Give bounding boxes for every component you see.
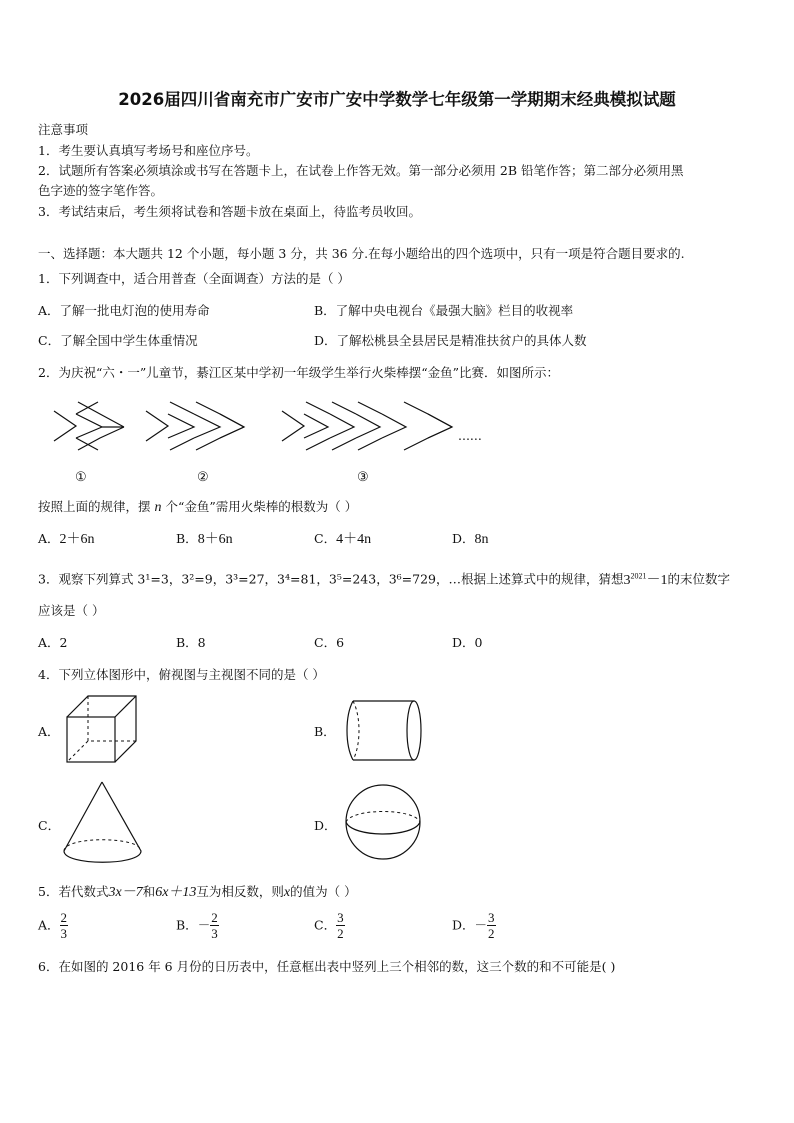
q4-option-b: B． <box>314 724 336 739</box>
fraction-numerator: 3 <box>488 910 495 925</box>
q1-stem: 1．下列调查中，适合用普查（全面调查）方法的是（ ） <box>38 271 350 286</box>
figure-label-3: ③ <box>357 470 369 485</box>
q3-expr-tail: －1 <box>646 572 668 588</box>
q3-option-c: C．6 <box>314 635 345 650</box>
fish-ellipsis: ...... <box>458 428 482 443</box>
q5-stem-b: 和 <box>142 884 156 899</box>
q2-question-a: 按照上面的规律，摆 <box>38 499 151 514</box>
fraction-denominator: 2 <box>337 926 344 941</box>
q5-stem-d: 的值为（ ） <box>290 884 357 899</box>
q5-stem-c: 互为相反数，则 <box>196 884 284 899</box>
q1-option-b: B．了解中央电视台《最强大脑》栏目的收视率 <box>314 303 574 318</box>
q2-stem: 2．为庆祝“六・一”儿童节，綦江区某中学初一年级学生举行火柴棒摆“金鱼”比赛．如图所示： <box>38 365 560 380</box>
q1-option-d: D．了解松桃县全县居民是精准扶贫户的具体人数 <box>314 333 587 348</box>
page-title: 2026届四川省南充市广安市广安中学数学七年级第一学期期末经典模拟试题 <box>118 90 676 109</box>
q5-variable: x <box>283 885 291 900</box>
sphere-figure <box>346 785 420 859</box>
q4-option-d: D． <box>314 818 337 833</box>
q3-stem-b: 的末位数字 <box>667 571 731 587</box>
fraction-numerator: 2 <box>211 910 218 925</box>
q5-option-b-label: B． <box>176 917 198 933</box>
section-heading: 一、选择题：本大题共 12 个小题，每小题 3 分，共 36 分.在每小题给出的四个选项中，只有一项是符合题目要求的. <box>38 246 685 261</box>
notice-item-2: 2．试题所有答案必须填涂或书写在答题卡上，在试卷上作答无效。第一部分必须用 2B 铅笔作答；第二部分必须用黑 <box>38 163 684 178</box>
notice-item-3: 3．考试结束后，考生须将试卷和答题卡放在桌面上，待监考员收回。 <box>38 204 421 219</box>
q3-option-d: D．0 <box>452 635 483 650</box>
q5-option-d <box>452 910 496 941</box>
q2-option-a-label: A． <box>38 531 60 546</box>
q5-expr-2: 6x＋13 <box>155 885 197 900</box>
q2-option-d-expr: 8n <box>474 532 489 547</box>
q5-option-c-label: C． <box>314 917 337 933</box>
q5-option-b-sign: － <box>197 918 211 933</box>
q2-option-a-expr: 2＋6n <box>59 532 95 547</box>
q2-question-b: 个“金鱼”需用火柴棒的根数为（ ） <box>165 499 358 514</box>
q3-stem-a: 3．观察下列算式 3¹=3，3²=9，3³=27，3⁴=81，3⁵=243，3⁶=729，…根据上述算式中的规律，猜想 <box>38 571 624 587</box>
q2-option-b-label: B． <box>176 531 198 546</box>
q5-stem <box>38 884 357 901</box>
q5-option-a <box>38 910 68 941</box>
q6-stem: 6．在如图的 2016 年 6 月份的日历表中，任意框出表中竖列上三个相邻的数，这三个数的和不可能是( ) <box>38 959 616 974</box>
q2-option-d-label: D． <box>452 531 475 546</box>
q5-option-a-label: A． <box>38 917 60 933</box>
q5-stem-a: 5．若代数式 <box>38 884 109 899</box>
q2-option-c-expr: 4＋4n <box>336 532 372 547</box>
q2-option-c-label: C． <box>314 531 337 546</box>
fraction-numerator: 3 <box>337 910 344 925</box>
q3-option-a: A．2 <box>38 635 68 650</box>
figure-label-2: ② <box>197 470 209 485</box>
q5-option-b-fraction <box>210 910 219 941</box>
fraction-denominator: 3 <box>211 926 218 941</box>
q3-stem-cont: 应该是（ ） <box>38 603 105 618</box>
q5-option-c-fraction <box>336 910 345 941</box>
q2-variable-n: n <box>154 500 162 515</box>
q5-option-b <box>176 910 219 941</box>
cone-figure <box>64 782 141 862</box>
notice-item-2-cont: 色字迹的签字笔作答。 <box>38 183 164 198</box>
q5-option-d-label: D． <box>452 917 475 933</box>
fraction-numerator: 2 <box>60 910 68 925</box>
q3-expr-base: 3 <box>623 572 631 588</box>
q2-option-b-expr: 8＋6n <box>197 532 233 547</box>
q5-expr-1: 3x－7 <box>108 885 143 900</box>
q4-stem: 4．下列立体图形中，俯视图与主视图不同的是（ ） <box>38 667 325 682</box>
q4-option-a: A． <box>38 724 60 739</box>
q1-option-a: A．了解一批电灯泡的使用寿命 <box>38 303 210 318</box>
notice-item-1: 1．考生要认真填写考场号和座位序号。 <box>38 143 259 158</box>
q5-option-a-fraction <box>60 910 69 941</box>
q1-option-c: C．了解全国中学生体重情况 <box>38 333 198 348</box>
fraction-denominator: 3 <box>60 926 68 941</box>
q5-option-d-sign: － <box>474 918 488 933</box>
q3-option-b: B．8 <box>176 635 206 650</box>
cube-figure <box>67 696 136 762</box>
cylinder-figure <box>347 701 421 760</box>
q5-option-d-fraction <box>487 910 496 941</box>
notice-heading: 注意事项 <box>38 122 89 137</box>
q5-option-c <box>314 910 345 941</box>
fraction-denominator: 2 <box>488 926 495 941</box>
q4-option-c: C． <box>38 818 61 833</box>
figure-label-1: ① <box>75 470 87 485</box>
q3-expr-exponent: 2021 <box>630 571 647 580</box>
